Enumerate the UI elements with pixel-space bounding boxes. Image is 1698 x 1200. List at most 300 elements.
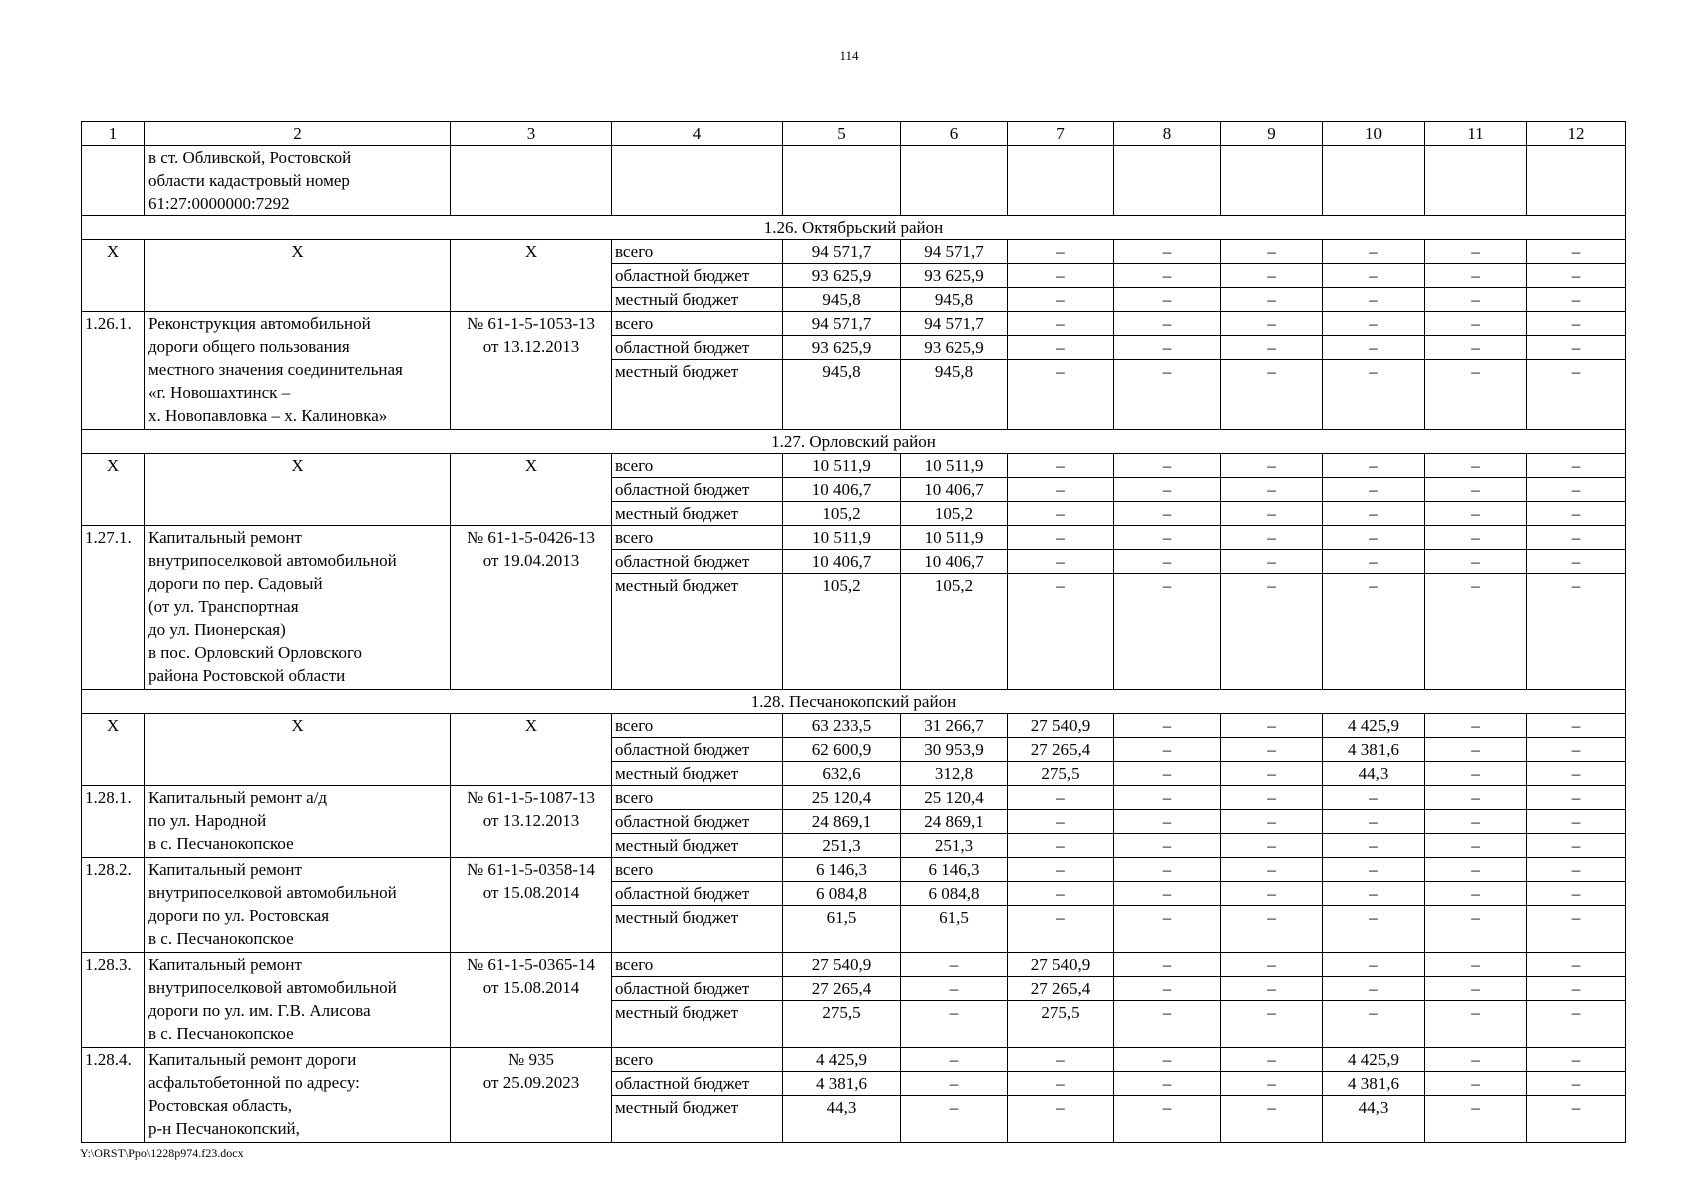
- value-cell: –: [1527, 550, 1626, 574]
- cont-empty-cell: [451, 146, 612, 216]
- funding-type-cell: местный бюджет: [612, 502, 783, 526]
- value-cell: –: [1425, 502, 1527, 526]
- value-cell: –: [1425, 312, 1527, 336]
- value-cell: 105,2: [783, 574, 901, 690]
- value-cell: –: [1114, 312, 1221, 336]
- value-cell: 94 571,7: [901, 312, 1008, 336]
- value-cell: 31 266,7: [901, 714, 1008, 738]
- value-cell: –: [1221, 858, 1323, 882]
- value-cell: 6 146,3: [783, 858, 901, 882]
- funding-type-cell: всего: [612, 786, 783, 810]
- object-num-cell: 1.28.1.: [82, 786, 145, 858]
- value-cell: –: [1114, 810, 1221, 834]
- cont-empty-cell: [1425, 146, 1527, 216]
- object-name-cell: Капитальный ремонт а/д по ул. Народной в с. Песчанокопское: [145, 786, 451, 858]
- value-cell: –: [1114, 264, 1221, 288]
- value-cell: –: [1425, 454, 1527, 478]
- value-cell: –: [1527, 454, 1626, 478]
- value-cell: –: [1008, 882, 1114, 906]
- value-cell: –: [1114, 762, 1221, 786]
- value-cell: –: [1527, 906, 1626, 953]
- object-num-cell: 1.28.2.: [82, 858, 145, 953]
- value-cell: –: [1221, 454, 1323, 478]
- section-header-row: [82, 690, 1626, 714]
- funding-type-cell: областной бюджет: [612, 882, 783, 906]
- value-cell: –: [1008, 786, 1114, 810]
- value-cell: –: [1114, 454, 1221, 478]
- value-cell: 251,3: [901, 834, 1008, 858]
- value-cell: 10 406,7: [901, 478, 1008, 502]
- object-name-cell: Реконструкция автомобильной дороги общего пользования местного значения соединительная «г. Новошахтинск – х. Новопавловка – х. Калиновка»: [145, 312, 451, 430]
- value-cell: –: [1425, 977, 1527, 1001]
- value-cell: –: [1425, 1096, 1527, 1143]
- value-cell: –: [1425, 858, 1527, 882]
- value-cell: 27 540,9: [1008, 953, 1114, 977]
- value-cell: –: [1425, 714, 1527, 738]
- section-total-row: [82, 714, 1626, 738]
- value-cell: –: [1008, 288, 1114, 312]
- page-number: 114: [839, 48, 859, 63]
- value-cell: –: [1527, 360, 1626, 430]
- value-cell: –: [1323, 264, 1425, 288]
- value-cell: 63 233,5: [783, 714, 901, 738]
- section-title: 1.27. Орловский район: [82, 430, 1626, 454]
- value-cell: –: [1425, 360, 1527, 430]
- value-cell: –: [1114, 834, 1221, 858]
- value-cell: –: [1008, 834, 1114, 858]
- section-header-row: [82, 430, 1626, 454]
- funding-type-cell: всего: [612, 526, 783, 550]
- value-cell: 4 381,6: [1323, 1072, 1425, 1096]
- value-cell: –: [1221, 526, 1323, 550]
- value-cell: –: [1425, 786, 1527, 810]
- total-num-cell: Х: [82, 454, 145, 526]
- header-cell: 11: [1425, 122, 1527, 146]
- value-cell: –: [1527, 478, 1626, 502]
- value-cell: 945,8: [783, 288, 901, 312]
- funding-type-cell: областной бюджет: [612, 1072, 783, 1096]
- cont-empty-cell: [783, 146, 901, 216]
- value-cell: 44,3: [783, 1096, 901, 1143]
- value-cell: –: [1527, 786, 1626, 810]
- value-cell: 4 425,9: [1323, 1048, 1425, 1072]
- value-cell: –: [1527, 810, 1626, 834]
- value-cell: 105,2: [901, 574, 1008, 690]
- value-cell: –: [1008, 336, 1114, 360]
- value-cell: 105,2: [901, 502, 1008, 526]
- value-cell: –: [1527, 1001, 1626, 1048]
- value-cell: –: [1114, 714, 1221, 738]
- value-cell: –: [1008, 810, 1114, 834]
- value-cell: 6 084,8: [783, 882, 901, 906]
- value-cell: –: [1527, 977, 1626, 1001]
- object-name-cell: Капитальный ремонт внутрипоселковой автомобильной дороги по ул. им. Г.В. Алисова в с. Песчанокопское: [145, 953, 451, 1048]
- section-total-row: [82, 454, 1626, 478]
- value-cell: –: [1527, 1072, 1626, 1096]
- value-cell: –: [1323, 288, 1425, 312]
- object-doc-cell: № 61-1-5-0365-14 от 15.08.2014: [451, 953, 612, 1048]
- value-cell: 6 084,8: [901, 882, 1008, 906]
- value-cell: –: [1527, 312, 1626, 336]
- funding-type-cell: областной бюджет: [612, 478, 783, 502]
- continuation-row: [82, 146, 1626, 216]
- section-title: 1.26. Октябрьский район: [82, 216, 1626, 240]
- value-cell: –: [1425, 738, 1527, 762]
- value-cell: –: [1114, 478, 1221, 502]
- value-cell: –: [1425, 1072, 1527, 1096]
- value-cell: –: [1323, 502, 1425, 526]
- object-doc-cell: № 61-1-5-1087-13 от 13.12.2013: [451, 786, 612, 858]
- cont-empty-cell: [1114, 146, 1221, 216]
- value-cell: –: [1425, 762, 1527, 786]
- value-cell: 94 571,7: [783, 312, 901, 336]
- object-row: [82, 1048, 1626, 1072]
- cont-empty-cell: [1323, 146, 1425, 216]
- value-cell: –: [1114, 738, 1221, 762]
- value-cell: 632,6: [783, 762, 901, 786]
- funding-type-cell: областной бюджет: [612, 738, 783, 762]
- funding-type-cell: местный бюджет: [612, 288, 783, 312]
- value-cell: –: [1323, 574, 1425, 690]
- value-cell: 30 953,9: [901, 738, 1008, 762]
- value-cell: –: [1114, 336, 1221, 360]
- value-cell: 94 571,7: [901, 240, 1008, 264]
- value-cell: –: [1527, 882, 1626, 906]
- header-cell: 1: [82, 122, 145, 146]
- cont-empty-cell: [1221, 146, 1323, 216]
- value-cell: 4 381,6: [783, 1072, 901, 1096]
- value-cell: –: [1527, 1048, 1626, 1072]
- value-cell: –: [1008, 858, 1114, 882]
- funding-type-cell: областной бюджет: [612, 336, 783, 360]
- value-cell: –: [1114, 1048, 1221, 1072]
- funding-type-cell: местный бюджет: [612, 1096, 783, 1143]
- value-cell: –: [1114, 882, 1221, 906]
- total-doc-cell: Х: [451, 454, 612, 526]
- header-cell: 7: [1008, 122, 1114, 146]
- object-row: [82, 858, 1626, 882]
- value-cell: –: [1425, 906, 1527, 953]
- value-cell: 4 425,9: [1323, 714, 1425, 738]
- object-row: [82, 312, 1626, 336]
- value-cell: 27 540,9: [783, 953, 901, 977]
- value-cell: –: [1114, 977, 1221, 1001]
- value-cell: 94 571,7: [783, 240, 901, 264]
- value-cell: –: [1527, 738, 1626, 762]
- value-cell: –: [1008, 240, 1114, 264]
- value-cell: –: [1425, 953, 1527, 977]
- value-cell: 4 381,6: [1323, 738, 1425, 762]
- value-cell: –: [1425, 288, 1527, 312]
- value-cell: –: [1425, 834, 1527, 858]
- value-cell: –: [1221, 240, 1323, 264]
- value-cell: 945,8: [901, 360, 1008, 430]
- value-cell: –: [1114, 360, 1221, 430]
- header-cell: 8: [1114, 122, 1221, 146]
- value-cell: –: [1221, 574, 1323, 690]
- value-cell: –: [1221, 1072, 1323, 1096]
- value-cell: –: [1221, 906, 1323, 953]
- funding-type-cell: областной бюджет: [612, 977, 783, 1001]
- value-cell: –: [1425, 478, 1527, 502]
- value-cell: 24 869,1: [901, 810, 1008, 834]
- value-cell: –: [1425, 336, 1527, 360]
- funding-type-cell: местный бюджет: [612, 834, 783, 858]
- value-cell: –: [1527, 834, 1626, 858]
- value-cell: –: [1114, 526, 1221, 550]
- value-cell: –: [1323, 786, 1425, 810]
- value-cell: –: [1527, 502, 1626, 526]
- total-name-cell: Х: [145, 454, 451, 526]
- value-cell: –: [901, 977, 1008, 1001]
- value-cell: 93 625,9: [783, 336, 901, 360]
- object-row: [82, 953, 1626, 977]
- funding-type-cell: всего: [612, 953, 783, 977]
- total-name-cell: Х: [145, 240, 451, 312]
- value-cell: –: [1008, 264, 1114, 288]
- value-cell: 10 511,9: [783, 526, 901, 550]
- funding-type-cell: областной бюджет: [612, 264, 783, 288]
- value-cell: 44,3: [1323, 1096, 1425, 1143]
- value-cell: –: [1323, 312, 1425, 336]
- header-cell: 6: [901, 122, 1008, 146]
- value-cell: –: [1221, 336, 1323, 360]
- header-cell: 10: [1323, 122, 1425, 146]
- value-cell: –: [1221, 288, 1323, 312]
- object-row: [82, 786, 1626, 810]
- value-cell: 6 146,3: [901, 858, 1008, 882]
- value-cell: 25 120,4: [901, 786, 1008, 810]
- value-cell: –: [1114, 1072, 1221, 1096]
- value-cell: –: [1527, 336, 1626, 360]
- value-cell: 945,8: [901, 288, 1008, 312]
- object-doc-cell: № 935 от 25.09.2023: [451, 1048, 612, 1143]
- value-cell: –: [1114, 1001, 1221, 1048]
- value-cell: –: [1425, 574, 1527, 690]
- funding-type-cell: всего: [612, 714, 783, 738]
- object-doc-cell: № 61-1-5-0426-13 от 19.04.2013: [451, 526, 612, 690]
- value-cell: –: [1425, 240, 1527, 264]
- value-cell: –: [1527, 526, 1626, 550]
- value-cell: 10 511,9: [901, 454, 1008, 478]
- value-cell: –: [901, 1001, 1008, 1048]
- value-cell: –: [1008, 574, 1114, 690]
- value-cell: 312,8: [901, 762, 1008, 786]
- value-cell: –: [1323, 810, 1425, 834]
- value-cell: –: [1221, 738, 1323, 762]
- cont-name-cell: в ст. Обливской, Ростовской области кадастровый номер 61:27:0000000:7292: [145, 146, 451, 216]
- object-num-cell: 1.27.1.: [82, 526, 145, 690]
- value-cell: –: [1008, 454, 1114, 478]
- value-cell: –: [1008, 906, 1114, 953]
- value-cell: –: [1425, 264, 1527, 288]
- value-cell: 275,5: [1008, 762, 1114, 786]
- header-row: [82, 122, 1626, 146]
- value-cell: –: [1114, 858, 1221, 882]
- value-cell: –: [1527, 240, 1626, 264]
- value-cell: –: [1425, 882, 1527, 906]
- value-cell: –: [1323, 834, 1425, 858]
- section-title: 1.28. Песчанокопский район: [82, 690, 1626, 714]
- section-total-row: [82, 240, 1626, 264]
- value-cell: 275,5: [1008, 1001, 1114, 1048]
- value-cell: –: [1221, 977, 1323, 1001]
- value-cell: –: [1323, 240, 1425, 264]
- value-cell: –: [1008, 502, 1114, 526]
- value-cell: –: [1527, 574, 1626, 690]
- value-cell: –: [1221, 360, 1323, 430]
- value-cell: –: [1221, 810, 1323, 834]
- value-cell: 62 600,9: [783, 738, 901, 762]
- header-cell: 4: [612, 122, 783, 146]
- value-cell: –: [1114, 906, 1221, 953]
- total-name-cell: Х: [145, 714, 451, 786]
- funding-type-cell: всего: [612, 454, 783, 478]
- value-cell: 27 540,9: [1008, 714, 1114, 738]
- funding-type-cell: всего: [612, 312, 783, 336]
- value-cell: –: [1425, 1048, 1527, 1072]
- header-cell: 5: [783, 122, 901, 146]
- funding-type-cell: местный бюджет: [612, 360, 783, 430]
- section-header-row: [82, 216, 1626, 240]
- header-cell: 12: [1527, 122, 1626, 146]
- value-cell: –: [1114, 550, 1221, 574]
- funding-type-cell: местный бюджет: [612, 1001, 783, 1048]
- cont-empty-cell: [1527, 146, 1626, 216]
- total-num-cell: Х: [82, 240, 145, 312]
- funding-type-cell: всего: [612, 240, 783, 264]
- value-cell: –: [1323, 977, 1425, 1001]
- value-cell: –: [1323, 336, 1425, 360]
- value-cell: –: [1008, 550, 1114, 574]
- value-cell: –: [1323, 478, 1425, 502]
- object-num-cell: 1.28.3.: [82, 953, 145, 1048]
- value-cell: –: [1527, 264, 1626, 288]
- value-cell: –: [1008, 360, 1114, 430]
- value-cell: –: [1221, 1001, 1323, 1048]
- cont-num-cell: [82, 146, 145, 216]
- value-cell: –: [901, 1048, 1008, 1072]
- value-cell: –: [1527, 714, 1626, 738]
- value-cell: –: [1527, 1096, 1626, 1143]
- value-cell: 945,8: [783, 360, 901, 430]
- value-cell: 275,5: [783, 1001, 901, 1048]
- value-cell: –: [1114, 502, 1221, 526]
- funding-type-cell: всего: [612, 858, 783, 882]
- object-name-cell: Капитальный ремонт внутрипоселковой автомобильной дороги по пер. Садовый (от ул. Транспортная до ул. Пионерская) в пос. Орловский Орловского района Ростовской области: [145, 526, 451, 690]
- funding-type-cell: местный бюджет: [612, 762, 783, 786]
- value-cell: –: [1221, 953, 1323, 977]
- value-cell: –: [1114, 1096, 1221, 1143]
- value-cell: 27 265,4: [783, 977, 901, 1001]
- value-cell: 27 265,4: [1008, 738, 1114, 762]
- value-cell: –: [1221, 478, 1323, 502]
- value-cell: –: [901, 953, 1008, 977]
- footer-path: Y:\ORST\Ppo\1228p974.f23.docx: [80, 1146, 244, 1160]
- table-body: [82, 122, 1626, 1143]
- total-doc-cell: Х: [451, 714, 612, 786]
- value-cell: 61,5: [901, 906, 1008, 953]
- object-doc-cell: № 61-1-5-1053-13 от 13.12.2013: [451, 312, 612, 430]
- value-cell: –: [1114, 240, 1221, 264]
- header-cell: 2: [145, 122, 451, 146]
- object-name-cell: Капитальный ремонт дороги асфальтобетонной по адресу: Ростовская область, р-н Песчанокопский,: [145, 1048, 451, 1143]
- value-cell: 27 265,4: [1008, 977, 1114, 1001]
- value-cell: –: [1323, 1001, 1425, 1048]
- value-cell: 10 406,7: [901, 550, 1008, 574]
- object-doc-cell: № 61-1-5-0358-14 от 15.08.2014: [451, 858, 612, 953]
- cont-empty-cell: [1008, 146, 1114, 216]
- total-doc-cell: Х: [451, 240, 612, 312]
- value-cell: –: [1008, 478, 1114, 502]
- funding-type-cell: местный бюджет: [612, 906, 783, 953]
- value-cell: –: [1527, 288, 1626, 312]
- funding-type-cell: областной бюджет: [612, 550, 783, 574]
- header-cell: 3: [451, 122, 612, 146]
- value-cell: 25 120,4: [783, 786, 901, 810]
- value-cell: –: [1323, 882, 1425, 906]
- value-cell: 93 625,9: [783, 264, 901, 288]
- value-cell: 24 869,1: [783, 810, 901, 834]
- value-cell: –: [1221, 834, 1323, 858]
- value-cell: 251,3: [783, 834, 901, 858]
- value-cell: –: [1323, 526, 1425, 550]
- value-cell: 10 511,9: [901, 526, 1008, 550]
- cont-empty-cell: [612, 146, 783, 216]
- value-cell: –: [1221, 1096, 1323, 1143]
- object-num-cell: 1.28.4.: [82, 1048, 145, 1143]
- cont-empty-cell: [901, 146, 1008, 216]
- value-cell: 105,2: [783, 502, 901, 526]
- object-num-cell: 1.26.1.: [82, 312, 145, 430]
- value-cell: –: [1323, 858, 1425, 882]
- value-cell: –: [1323, 906, 1425, 953]
- value-cell: –: [1527, 953, 1626, 977]
- value-cell: 93 625,9: [901, 336, 1008, 360]
- value-cell: 61,5: [783, 906, 901, 953]
- total-num-cell: Х: [82, 714, 145, 786]
- funding-type-cell: местный бюджет: [612, 574, 783, 690]
- value-cell: –: [1008, 312, 1114, 336]
- value-cell: 10 511,9: [783, 454, 901, 478]
- value-cell: –: [1114, 786, 1221, 810]
- value-cell: –: [1527, 762, 1626, 786]
- value-cell: –: [1425, 526, 1527, 550]
- value-cell: –: [1008, 1072, 1114, 1096]
- value-cell: –: [901, 1096, 1008, 1143]
- value-cell: –: [1527, 858, 1626, 882]
- value-cell: –: [1221, 786, 1323, 810]
- value-cell: 4 425,9: [783, 1048, 901, 1072]
- value-cell: 10 406,7: [783, 550, 901, 574]
- object-row: [82, 526, 1626, 550]
- value-cell: –: [1425, 1001, 1527, 1048]
- value-cell: –: [1221, 502, 1323, 526]
- value-cell: –: [1008, 1048, 1114, 1072]
- value-cell: –: [1114, 288, 1221, 312]
- value-cell: –: [1114, 574, 1221, 690]
- value-cell: –: [1323, 953, 1425, 977]
- value-cell: –: [1221, 550, 1323, 574]
- value-cell: –: [1323, 454, 1425, 478]
- value-cell: –: [1425, 810, 1527, 834]
- value-cell: –: [1425, 550, 1527, 574]
- value-cell: –: [901, 1072, 1008, 1096]
- budget-table: [81, 121, 1626, 1143]
- value-cell: –: [1221, 264, 1323, 288]
- header-cell: 9: [1221, 122, 1323, 146]
- value-cell: –: [1114, 953, 1221, 977]
